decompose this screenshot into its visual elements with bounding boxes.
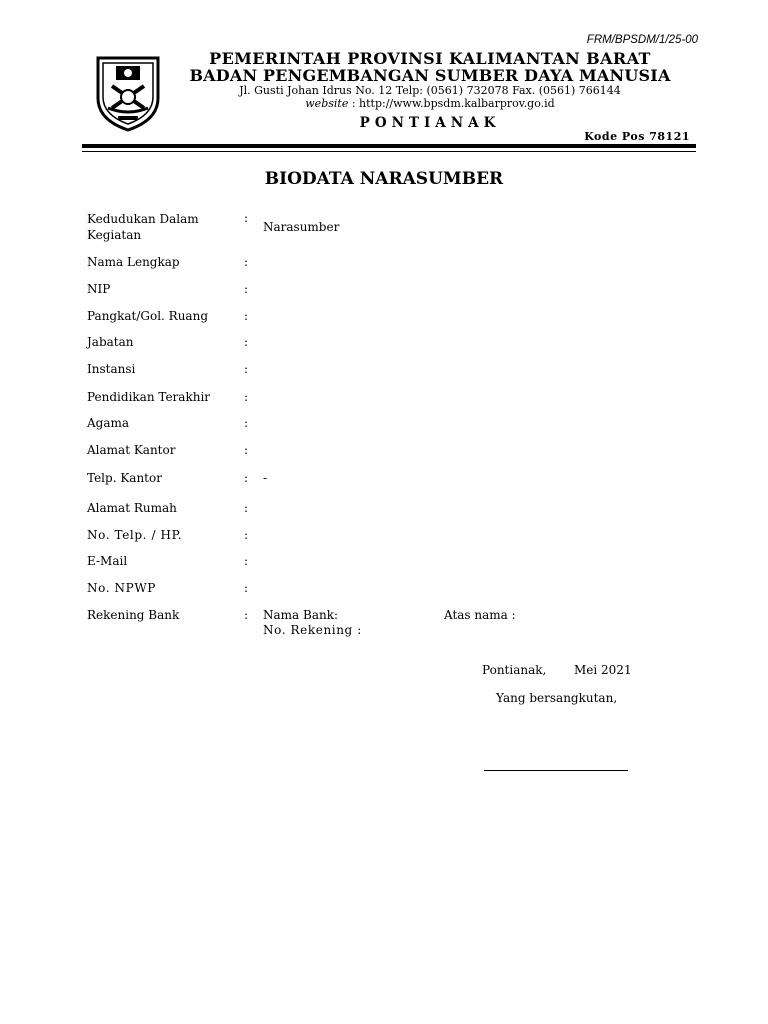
label-telp-kantor: Telp. Kantor: [87, 471, 162, 485]
header-address: Jl. Gusti Johan Idrus No. 12 Telp: (0561) 732078 Fax. (0561) 766144: [239, 84, 621, 97]
signature-signer: Yang bersangkutan,: [496, 691, 618, 705]
label-email: E-Mail: [87, 554, 128, 568]
label-kedudukan-1: Kedudukan Dalam: [87, 212, 199, 226]
label-nama-bank: Nama Bank:: [263, 608, 339, 622]
colon: :: [244, 416, 249, 430]
colon: :: [244, 255, 249, 269]
label-alamat-rumah: Alamat Rumah: [87, 501, 177, 515]
header-province: PEMERINTAH PROVINSI KALIMANTAN BARAT: [209, 49, 651, 68]
header-postal-code: Kode Pos 78121: [584, 130, 690, 143]
value-telp-kantor: -: [263, 471, 268, 485]
label-rekening-bank: Rekening Bank: [87, 608, 180, 622]
label-kedudukan-2: Kegiatan: [87, 228, 142, 242]
colon: :: [244, 581, 249, 595]
label-agama: Agama: [87, 416, 130, 430]
colon: :: [244, 282, 249, 296]
colon: :: [244, 554, 249, 568]
header-rule-thick: [82, 144, 696, 148]
signature-date: Mei 2021: [574, 663, 632, 677]
colon: :: [244, 443, 249, 457]
colon: :: [244, 211, 249, 225]
label-alamat-kantor: Alamat Kantor: [87, 443, 176, 457]
document-title: BIODATA NARASUMBER: [264, 169, 504, 189]
colon: :: [244, 608, 249, 622]
header-agency: BADAN PENGEMBANGAN SUMBER DAYA MANUSIA: [189, 66, 671, 85]
website-label: website: [305, 97, 349, 110]
province-emblem-icon: [92, 50, 164, 132]
colon: :: [244, 362, 249, 376]
label-atas-nama: Atas nama :: [444, 608, 516, 622]
label-nama-lengkap: Nama Lengkap: [87, 255, 180, 269]
value-kedudukan: Narasumber: [263, 220, 340, 234]
colon: :: [244, 335, 249, 349]
label-pangkat: Pangkat/Gol. Ruang: [87, 309, 208, 323]
label-telp-hp: No. Telp. / HP.: [87, 528, 183, 542]
signature-place: Pontianak,: [482, 663, 547, 677]
label-instansi: Instansi: [87, 362, 136, 376]
website-url: : http://www.bpsdm.kalbarprov.go.id: [351, 97, 555, 110]
label-jabatan: Jabatan: [87, 335, 134, 349]
header-rule-thin: [82, 151, 696, 152]
colon: :: [244, 309, 249, 323]
label-no-rekening: No. Rekening :: [263, 623, 362, 637]
colon: :: [244, 501, 249, 515]
form-code: FRM/BPSDM/1/25-00: [586, 34, 698, 46]
colon: :: [244, 528, 249, 542]
header-website: [180, 97, 680, 110]
signature-line: [484, 770, 628, 771]
label-npwp: No. NPWP: [87, 581, 156, 595]
colon: :: [244, 390, 249, 404]
label-pendidikan: Pendidikan Terakhir: [87, 390, 211, 404]
label-nip: NIP: [87, 282, 111, 296]
header-city: PONTIANAK: [359, 115, 501, 131]
colon: :: [244, 471, 249, 485]
